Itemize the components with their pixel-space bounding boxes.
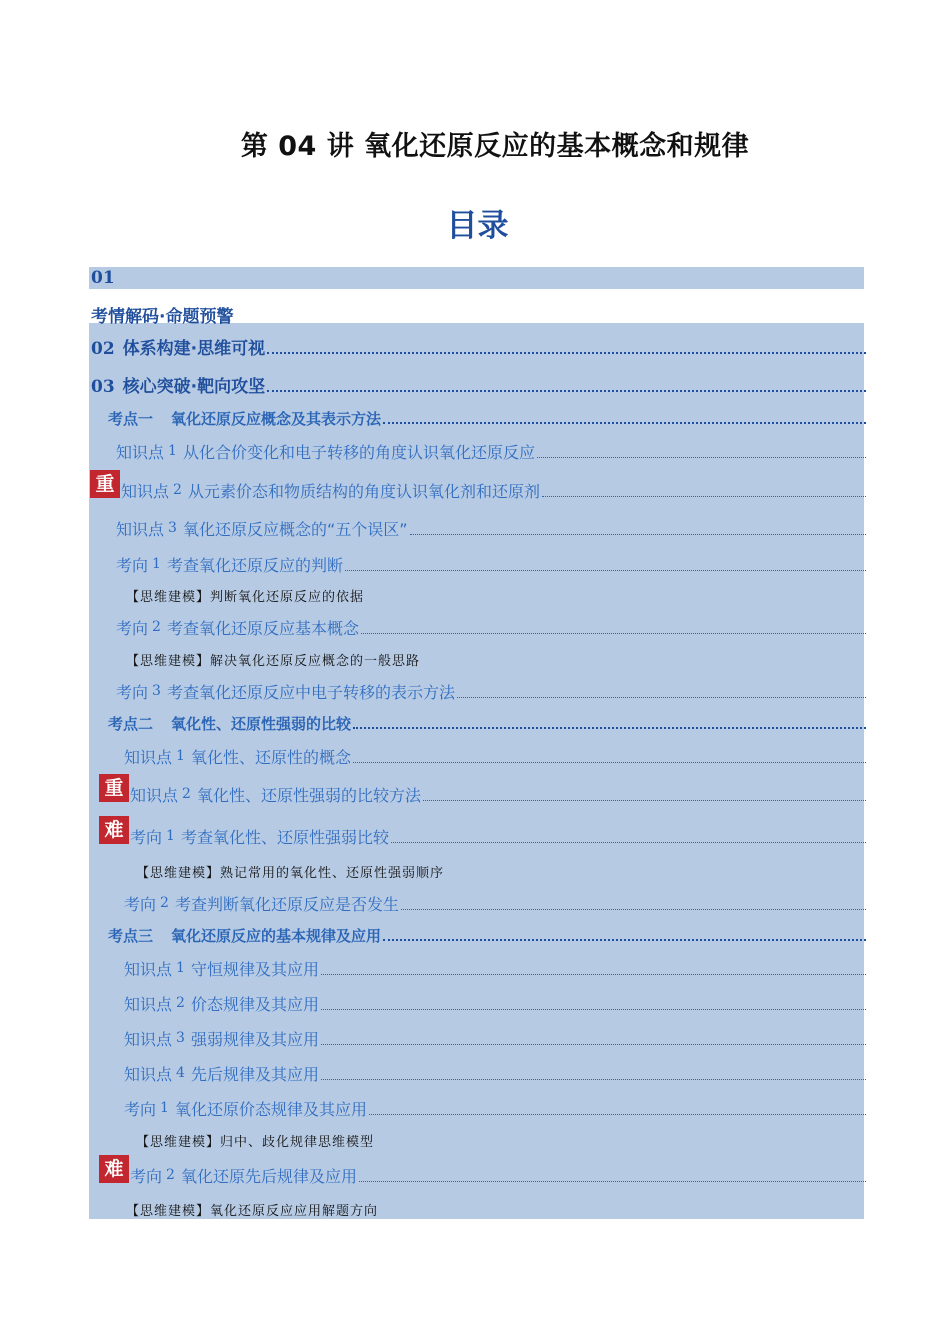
toc-kaodian-1[interactable]: 考点一 氧化还原反应概念及其表示方法 — [108, 408, 866, 429]
toc-kaodian-2[interactable]: 考点二 氧化性、还原性强弱的比较 — [108, 713, 866, 734]
zhong-badge: 重 — [90, 470, 120, 498]
zhong-badge-2: 重 — [99, 774, 129, 802]
toc-zhishidian-1-3[interactable]: 知识点 3 氧化还原反应概念的“五个误区” — [116, 517, 866, 540]
toc-section-01-label[interactable]: 考情解码·命题预警 — [91, 307, 234, 327]
toc-kaoxiang-2-1[interactable]: 考向 1 考查氧化性、还原性强弱比较 — [130, 825, 866, 848]
toc-kaoxiang-3-2[interactable]: 考向 2 氧化还原先后规律及应用 — [130, 1164, 866, 1187]
toc-section-01-num[interactable]: 01 — [91, 268, 115, 288]
nan-badge: 难 — [99, 816, 129, 844]
toc-section-03[interactable]: 03 核心突破·靶向攻坚 — [91, 372, 866, 397]
page-title: 第 04 讲 氧化还原反应的基本概念和规律 — [240, 131, 750, 162]
nan-badge-2: 难 — [99, 1155, 129, 1183]
toc-kaoxiang-1-3[interactable]: 考向 3 考查氧化还原反应中电子转移的表示方法 — [116, 680, 866, 703]
toc-kaoxiang-2-2[interactable]: 考向 2 考查判断氧化还原反应是否发生 — [124, 892, 866, 915]
toc-kaodian-3[interactable]: 考点三 氧化还原反应的基本规律及应用 — [108, 925, 866, 946]
toc-model-2-1[interactable]: 【思维建模】熟记常用的氧化性、还原性强弱顺序 — [136, 866, 445, 881]
toc-zhishidian-3-1[interactable]: 知识点 1 守恒规律及其应用 — [124, 957, 866, 980]
toc-zhishidian-3-2[interactable]: 知识点 2 价态规律及其应用 — [124, 992, 866, 1015]
toc-model-1-1[interactable]: 【思维建模】判断氧化还原反应的依据 — [126, 590, 365, 605]
toc-zhishidian-2-2[interactable]: 知识点 2 氧化性、还原性强弱的比较方法 — [130, 783, 866, 806]
toc-kaoxiang-3-1[interactable]: 考向 1 氧化还原价态规律及其应用 — [124, 1097, 866, 1120]
toc-heading: 目录 — [446, 208, 509, 244]
toc-section-02[interactable]: 02 体系构建·思维可视 — [91, 334, 866, 359]
toc-zhishidian-3-3[interactable]: 知识点 3 强弱规律及其应用 — [124, 1027, 866, 1050]
toc-model-3-1[interactable]: 【思维建模】归中、歧化规律思维模型 — [136, 1135, 375, 1150]
toc-zhishidian-1-2[interactable]: 知识点 2 从元素价态和物质结构的角度认识氧化剂和还原剂 — [121, 479, 866, 502]
toc-zhishidian-3-4[interactable]: 知识点 4 先后规律及其应用 — [124, 1062, 866, 1085]
toc-model-1-2[interactable]: 【思维建模】解决氧化还原反应概念的一般思路 — [126, 654, 421, 669]
toc-band-top — [89, 267, 864, 289]
toc-kaoxiang-1-1[interactable]: 考向 1 考查氧化还原反应的判断 — [116, 553, 866, 576]
toc-model-3-2[interactable]: 【思维建模】氧化还原反应应用解题方向 — [126, 1204, 379, 1219]
toc-kaoxiang-1-2[interactable]: 考向 2 考查氧化还原反应基本概念 — [116, 616, 866, 639]
toc-zhishidian-2-1[interactable]: 知识点 1 氧化性、还原性的概念 — [124, 745, 866, 768]
toc-zhishidian-1-1[interactable]: 知识点 1 从化合价变化和电子转移的角度认识氧化还原反应 — [116, 440, 866, 463]
